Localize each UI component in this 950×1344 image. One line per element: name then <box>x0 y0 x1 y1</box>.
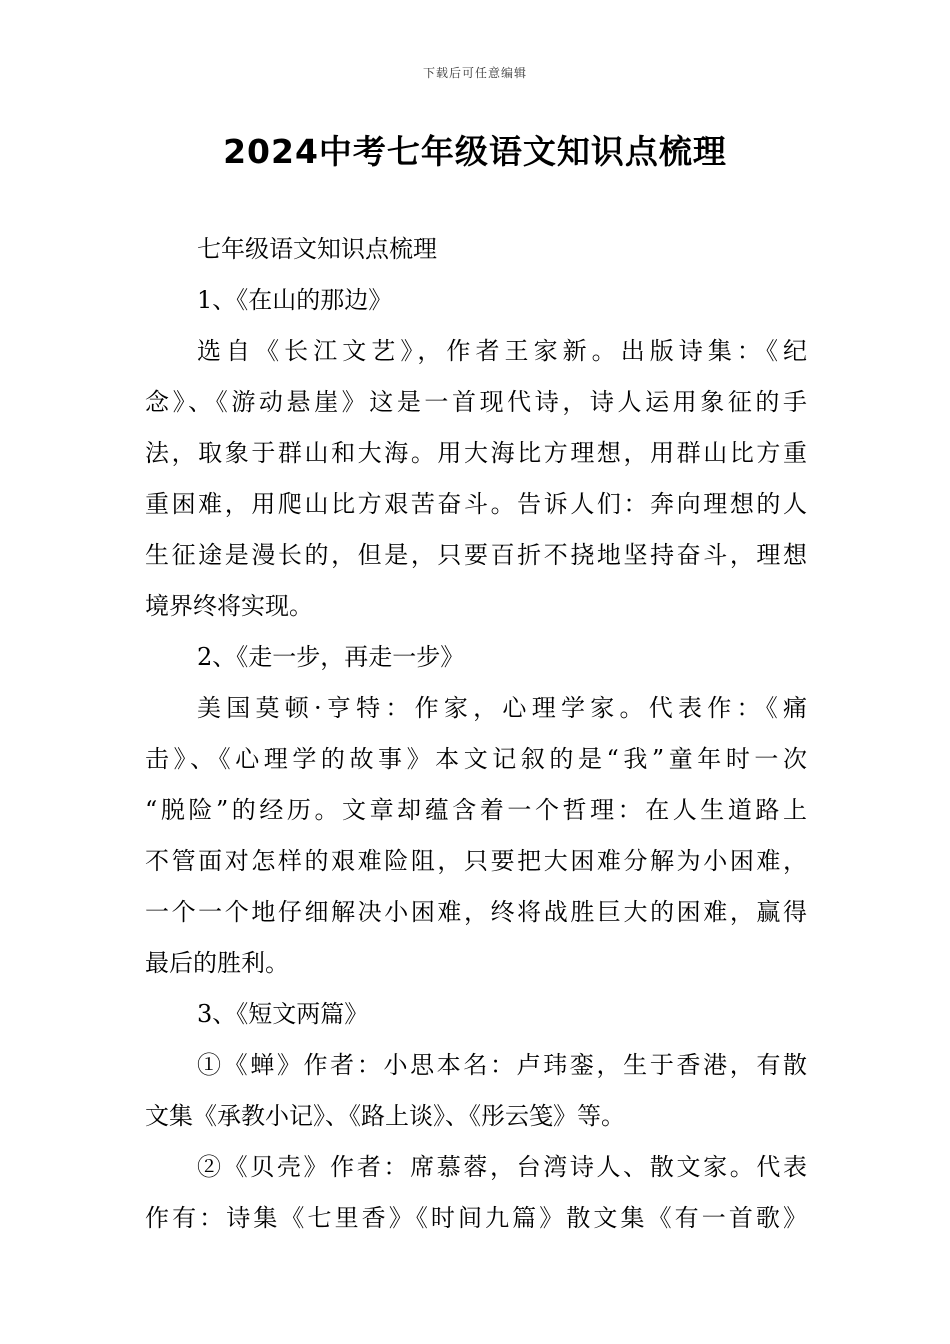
paragraph-line: 击》、《心理学的故事》本文记叙的是“我”童年时一次 <box>145 745 807 773</box>
paragraph-line: 美国莫顿·亨特：作家，心理学家。代表作：《痛 <box>197 694 807 722</box>
lesson-heading: 1、《在山的那边》 <box>197 286 393 314</box>
paragraph-line: 选自《长江文艺》，作者王家新。出版诗集：《纪 <box>197 337 807 365</box>
lesson-heading: 3、《短文两篇》 <box>197 1000 369 1028</box>
paragraph-line: ②《贝壳》作者：席慕蓉，台湾诗人、散文家。代表 <box>197 1153 807 1181</box>
paragraph-line: 最后的胜利。 <box>145 949 289 977</box>
paragraph-line: ①《蝉》作者：小思本名：卢玮銮，生于香港，有散 <box>197 1051 807 1079</box>
paragraph-line: “脱险”的经历。文章却蕴含着一个哲理：在人生道路上 <box>145 796 807 824</box>
paragraph-line: 境界终将实现。 <box>145 592 313 620</box>
paragraph-line: 作有：诗集《七里香》《时间九篇》散文集《有一首歌》 <box>145 1204 807 1232</box>
paragraph-line: 法，取象于群山和大海。用大海比方理想，用群山比方重 <box>145 439 807 467</box>
paragraph-line: 重困难，用爬山比方艰苦奋斗。告诉人们：奔向理想的人 <box>145 490 807 518</box>
paragraph-line: 念》、《游动悬崖》这是一首现代诗，诗人运用象征的手 <box>145 388 807 416</box>
document-body <box>145 224 807 1244</box>
paragraph-line: 一个一个地仔细解决小困难，终将战胜巨大的困难，赢得 <box>145 898 807 926</box>
section-heading: 七年级语文知识点梳理 <box>197 235 437 263</box>
document-title: 2024中考七年级语文知识点梳理 <box>223 132 727 171</box>
lesson-heading: 2、《走一步，再走一步》 <box>197 643 465 671</box>
paragraph-line: 生征途是漫长的，但是，只要百折不挠地坚持奋斗，理想 <box>145 541 807 569</box>
paragraph-line: 文集《承教小记》、《路上谈》、《彤云笺》等。 <box>145 1102 625 1130</box>
header-note: 下载后可任意编辑 <box>422 66 527 80</box>
paragraph-line: 不管面对怎样的艰难险阻，只要把大困难分解为小困难， <box>145 847 807 875</box>
